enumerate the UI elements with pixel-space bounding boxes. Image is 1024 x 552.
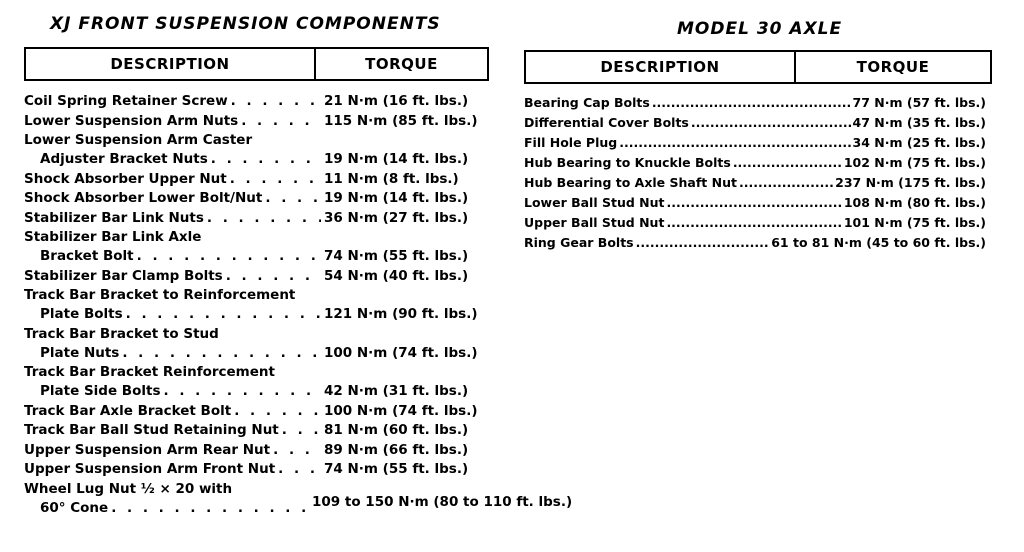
row-label: Adjuster Bracket Nuts xyxy=(40,151,208,167)
row-label: Hub Bearing to Knuckle Bolts xyxy=(524,155,731,170)
table-row xyxy=(524,173,986,193)
row-value: 121 N·m (90 ft. lbs.) xyxy=(324,306,478,322)
row-value: 115 N·m (85 ft. lbs.) xyxy=(324,112,478,129)
table-row xyxy=(24,112,478,132)
row-label: Track Bar Bracket to Reinforcement xyxy=(24,287,296,303)
table-row xyxy=(524,93,986,113)
right-header-description: DESCRIPTION xyxy=(526,52,796,82)
table-row xyxy=(24,421,474,441)
row-label: Plate Bolts xyxy=(40,306,123,322)
row-label: Stabilizer Bar Clamp Bolts xyxy=(24,267,223,284)
table-row xyxy=(24,131,474,150)
row-label: Track Bar Bracket Reinforcement xyxy=(24,364,275,380)
row-label: Plate Nuts xyxy=(40,344,120,361)
row-value: 81 N·m (60 ft. lbs.) xyxy=(324,422,469,438)
row-value: 54 N·m (40 ft. lbs.) xyxy=(324,267,469,284)
table-row xyxy=(524,153,986,173)
row-value: 89 N·m (66 ft. lbs.) xyxy=(324,441,469,458)
row-value: 74 N·m (55 ft. lbs.) xyxy=(324,461,469,477)
table-row xyxy=(24,209,474,229)
table-row xyxy=(24,189,474,209)
table-row xyxy=(524,233,986,253)
row-label: Bearing Cap Bolts xyxy=(524,95,650,110)
row-value: 19 N·m (14 ft. lbs.) xyxy=(324,151,469,167)
row-label: Shock Absorber Upper Nut xyxy=(24,170,227,187)
table-row xyxy=(24,499,314,519)
row-label: Lower Suspension Arm Caster xyxy=(24,132,253,148)
left-header-torque: TORQUE xyxy=(365,55,438,73)
row-value: 77 N·m (57 ft. lbs.) xyxy=(852,95,986,110)
row-value: 42 N·m (31 ft. lbs.) xyxy=(324,383,469,399)
table-row xyxy=(24,325,474,344)
left-table-header xyxy=(24,47,489,81)
row-value: 47 N·m (35 ft. lbs.) xyxy=(852,115,986,130)
row-label: Track Bar Axle Bracket Bolt xyxy=(24,402,232,419)
row-label: Coil Spring Retainer Screw xyxy=(24,93,228,109)
row-value: 100 N·m (74 ft. lbs.) xyxy=(324,344,478,361)
row-value: 237 N·m (175 ft. lbs.) xyxy=(835,175,986,190)
row-label: Fill Hole Plug xyxy=(524,135,618,150)
table-row xyxy=(24,460,474,480)
left-header-description: DESCRIPTION xyxy=(26,49,316,79)
left-table-rows xyxy=(24,92,478,518)
left-table-title: XJ FRONT SUSPENSION COMPONENTS xyxy=(50,14,441,34)
row-value: 100 N·m (74 ft. lbs.) xyxy=(324,402,478,419)
row-label: Lower Suspension Arm Nuts xyxy=(24,112,239,129)
row-value: 102 N·m (75 ft. lbs.) xyxy=(843,155,986,170)
right-table-header xyxy=(524,50,992,84)
right-table-rows xyxy=(524,93,986,253)
row-value: 74 N·m (55 ft. lbs.) xyxy=(324,248,469,264)
table-row xyxy=(24,286,474,305)
table-row xyxy=(24,382,474,402)
table-row xyxy=(524,193,986,213)
table-row xyxy=(24,267,474,287)
row-value: 101 N·m (75 ft. lbs.) xyxy=(843,215,986,230)
row-label: Shock Absorber Lower Bolt/Nut xyxy=(24,190,263,206)
row-value: 21 N·m (16 ft. lbs.) xyxy=(324,93,469,109)
row-label: Upper Suspension Arm Rear Nut xyxy=(24,441,271,458)
row-label: Upper Ball Stud Nut xyxy=(524,215,665,230)
row-label: Plate Side Bolts xyxy=(40,383,161,399)
row-label: Differential Cover Bolts xyxy=(524,115,689,130)
table-row xyxy=(24,228,474,247)
row-label: Bracket Bolt xyxy=(40,248,134,264)
row-value: 19 N·m (14 ft. lbs.) xyxy=(324,190,469,206)
table-row xyxy=(24,247,474,267)
row-value: 109 to 150 N·m (80 to 110 ft. lbs.) xyxy=(312,494,573,510)
table-row xyxy=(524,113,986,133)
table-row xyxy=(24,344,478,364)
table-row xyxy=(24,150,474,170)
row-label: Wheel Lug Nut ½ × 20 with xyxy=(24,480,233,497)
row-value: 61 to 81 N·m (45 to 60 ft. lbs.) xyxy=(771,235,986,250)
table-row xyxy=(24,402,478,422)
row-label: Hub Bearing to Axle Shaft Nut xyxy=(524,175,737,190)
row-label: Track Bar Ball Stud Retaining Nut xyxy=(24,422,279,438)
table-row xyxy=(524,213,986,233)
row-label: Lower Ball Stud Nut xyxy=(524,195,665,210)
table-row xyxy=(24,363,474,382)
row-label: Stabilizer Bar Link Axle xyxy=(24,229,202,245)
row-label: Ring Gear Bolts xyxy=(524,235,634,250)
table-row xyxy=(524,133,986,153)
row-value: 34 N·m (25 ft. lbs.) xyxy=(852,135,986,150)
row-label: Track Bar Bracket to Stud xyxy=(24,325,219,342)
table-row xyxy=(24,305,478,325)
right-table-title: MODEL 30 AXLE xyxy=(677,19,843,39)
row-label: Stabilizer Bar Link Nuts xyxy=(24,209,204,226)
table-row xyxy=(24,441,474,461)
right-header-torque: TORQUE xyxy=(856,58,930,76)
row-label: Upper Suspension Arm Front Nut xyxy=(24,461,276,477)
table-row xyxy=(24,170,474,190)
row-label: 60° Cone xyxy=(40,499,109,516)
row-value: 108 N·m (80 ft. lbs.) xyxy=(843,195,986,210)
row-value: 36 N·m (27 ft. lbs.) xyxy=(324,209,469,226)
row-value: 11 N·m (8 ft. lbs.) xyxy=(324,170,459,187)
table-row xyxy=(24,92,474,112)
